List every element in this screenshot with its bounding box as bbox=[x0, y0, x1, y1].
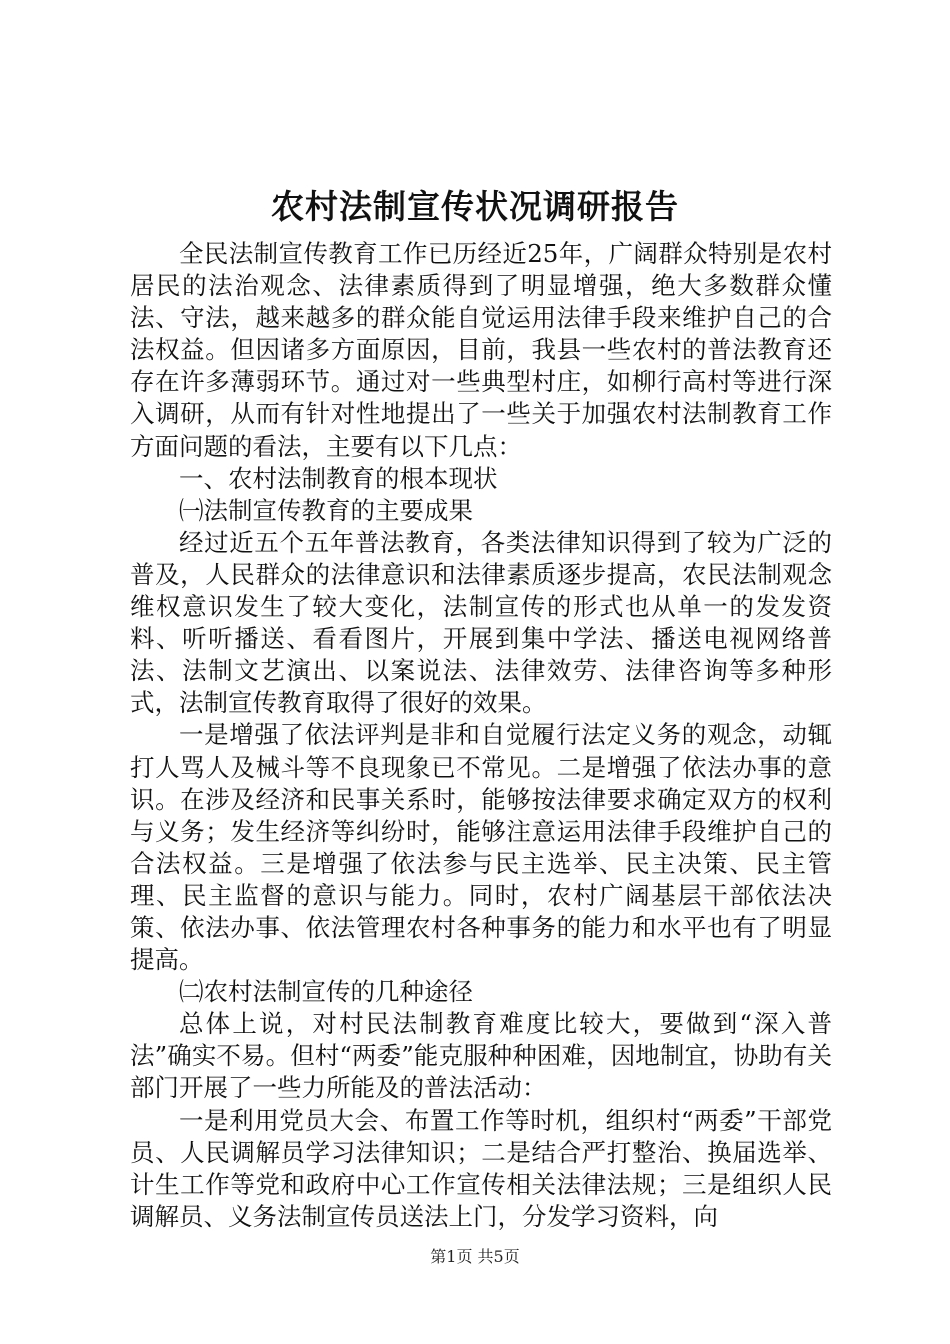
page-title: 农村法制宣传状况调研报告 bbox=[271, 187, 679, 226]
page-number-footer: 第1页 共5页 bbox=[430, 1247, 520, 1266]
paragraph-achievements: 经过近五个五年普法教育，各类法律知识得到了较为广泛的普及，人民群众的法律意识和法律素质逐步提高，农民法制观念维权意识发生了较大变化，法制宣传的形式也从单一的发发资料、听听播送、看看图片，开展到集中学法、播送电视网络普法、法制文艺演出、以案说法、法律效劳、法律咨询等多种形式，法制宣传教育取得了很好的效果。 bbox=[130, 527, 832, 718]
paragraph-methods: 一是利用党员大会、布置工作等时机，组织村“两委”干部党员、人民调解员学习法律知识；二是结合严打整治、换届选举、计生工作等党和政府中心工作宣传相关法律法规；三是组织人民调解员、义务法制宣传员送法上门，分发学习资料，向 bbox=[130, 1105, 832, 1231]
document-body bbox=[130, 238, 832, 1233]
section-heading-1: 一、农村法制教育的根本现状 bbox=[179, 463, 498, 493]
paragraph-intro: 全民法制宣传教育工作已历经近25年，广阔群众特别是农村居民的法治观念、法律素质得到了明显增强，绝大多数群众懂法、守法，越来越多的群众能自觉运用法律手段来维护自己的合法权益。但因诸多方面原因，目前，我县一些农村的普法教育还存在许多薄弱环节。通过对一些典型村庄，如柳行高村等进行深入调研，从而有针对性地提出了一些关于加强农村法制教育工作方面问题的看法，主要有以下几点： bbox=[130, 239, 832, 461]
paragraph-overview: 总体上说，对村民法制教育难度比较大，要做到“深入普法”确实不易。但村“两委”能克服种种困难，因地制宜，协助有关部门开展了一些力所能及的普法活动： bbox=[130, 1009, 832, 1103]
subsection-heading-1: ㈠法制宣传教育的主要成果 bbox=[179, 495, 473, 525]
subsection-heading-2: ㈡农村法制宣传的几种途径 bbox=[179, 977, 473, 1007]
paragraph-improvements: 一是增强了依法评判是非和自觉履行法定义务的观念，动辄打人骂人及械斗等不良现象已不常见。二是增强了依法办事的意识。在涉及经济和民事关系时，能够按法律要求确定双方的权利与义务；发生经济等纠纷时，能够注意运用法律手段维护自己的合法权益。三是增强了依法参与民主选举、民主决策、民主管理、民主监督的意识与能力。同时，农村广阔基层干部依法决策、依法办事、依法管理农村各种事务的能力和水平也有了明显提高。 bbox=[130, 720, 832, 975]
